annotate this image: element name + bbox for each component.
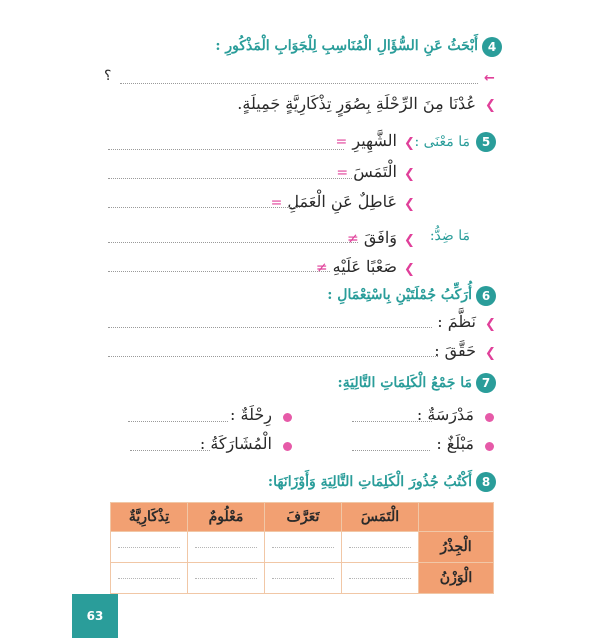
exercise-7-title: مَا جَمْعُ الْكَلِمَاتِ التَّالِيَةِ: xyxy=(337,375,472,391)
column-header: الْتَمَسَ xyxy=(342,503,419,532)
answer-line-plural-1[interactable] xyxy=(352,421,432,422)
chevron-bullet-icon: ❮ xyxy=(404,262,415,277)
answer-line-plural-4[interactable] xyxy=(130,450,210,451)
compose-word-1: نَظَّمَ : xyxy=(437,312,476,331)
row-label-root: الْجِذْرُ xyxy=(419,532,494,563)
pink-bullet-icon xyxy=(283,413,292,422)
answer-line-plural-2[interactable] xyxy=(128,421,228,422)
table-header-row xyxy=(111,503,494,532)
chevron-bullet-icon: ❮ xyxy=(485,98,496,113)
question-mark: ؟ xyxy=(104,68,112,84)
answer-cell[interactable] xyxy=(265,563,342,594)
meaning-label: مَا مَعْنَى : xyxy=(414,134,470,150)
page-number: 63 xyxy=(72,594,118,638)
column-header: مَعْلُومٌ xyxy=(188,503,265,532)
exercise-6-title: أُرَكِّبُ جُمْلَتَيْنِ بِاسْتِعْمَالِ : xyxy=(327,287,472,303)
exercise-8-number: 8 xyxy=(476,472,496,492)
chevron-bullet-icon: ❮ xyxy=(404,167,415,182)
roots-table xyxy=(110,502,494,594)
answer-line-meaning-1[interactable] xyxy=(108,149,344,150)
plural-word-4: الْمُشَارَكَةُ : xyxy=(199,434,272,453)
exercise-4-answer: عُدْنَا مِنَ الرِّحْلَةِ بِصُوَرٍ تِذْكَارِيَّةٍ جَمِيلَةٍ. xyxy=(237,94,476,113)
answer-line-compose-1[interactable] xyxy=(108,327,432,328)
plural-word-2: رِحْلَةٌ : xyxy=(230,405,272,424)
answer-line-meaning-2[interactable] xyxy=(108,178,352,179)
pink-bullet-icon xyxy=(283,442,292,451)
opposite-label: مَا ضِدُّ: xyxy=(429,228,470,244)
meaning-word-3: عَاطِلٌ عَنِ الْعَمَلِ = xyxy=(270,192,397,211)
answer-cell[interactable] xyxy=(265,532,342,563)
pink-bullet-icon xyxy=(485,413,494,422)
exercise-4-number: 4 xyxy=(482,37,502,57)
answer-cell[interactable] xyxy=(188,563,265,594)
answer-line-plural-3[interactable] xyxy=(352,450,430,451)
column-header: تَعَرَّفَ xyxy=(265,503,342,532)
chevron-bullet-icon: ❮ xyxy=(485,346,496,361)
answer-line-opposite-2[interactable] xyxy=(108,271,330,272)
exercise-8-title: أَكْتُبُ جُذُورَ الْكَلِمَاتِ التَّالِيَةِ وَأَوْزَانَهَا: xyxy=(267,474,472,490)
answer-cell[interactable] xyxy=(342,563,419,594)
answer-cell[interactable] xyxy=(342,532,419,563)
answer-line-meaning-3[interactable] xyxy=(108,207,300,208)
arrow-left-icon: ← xyxy=(484,71,495,86)
column-header: تِذْكَارِيَّةٌ xyxy=(111,503,188,532)
answer-cell[interactable] xyxy=(188,532,265,563)
opposite-word-2: صَعْبًا عَلَيْهِ ≠ xyxy=(315,257,397,276)
table-corner-cell xyxy=(419,503,494,532)
opposite-word-1: وَافَقَ ≠ xyxy=(347,228,397,247)
plural-word-1: مَدْرَسَةٌ : xyxy=(416,405,474,424)
answer-line-compose-2[interactable] xyxy=(108,356,438,357)
compose-word-2: حَقَّقَ : xyxy=(434,341,476,360)
chevron-bullet-icon: ❮ xyxy=(404,233,415,248)
table-row xyxy=(111,532,494,563)
exercise-4-title: أَبْحَثُ عَنِ السُّؤَالِ الْمُنَاسِبِ لِلْجَوَابِ الْمَذْكُورِ : xyxy=(215,38,478,54)
table-row xyxy=(111,563,494,594)
pink-bullet-icon xyxy=(485,442,494,451)
answer-cell[interactable] xyxy=(111,563,188,594)
plural-word-3: مَبْلَغٌ : xyxy=(436,434,474,453)
answer-line-opposite-1[interactable] xyxy=(108,242,358,243)
meaning-word-2: الْتَمَسَ = xyxy=(336,162,397,181)
exercise-7-number: 7 xyxy=(476,373,496,393)
chevron-bullet-icon: ❮ xyxy=(404,197,415,212)
row-label-pattern: الْوَزْنُ xyxy=(419,563,494,594)
meaning-word-1: الشَّهِيرِ = xyxy=(335,131,397,150)
answer-line-4-question[interactable] xyxy=(120,83,478,84)
exercise-6-number: 6 xyxy=(476,286,496,306)
exercise-5-number: 5 xyxy=(476,132,496,152)
answer-cell[interactable] xyxy=(111,532,188,563)
chevron-bullet-icon: ❮ xyxy=(404,136,415,151)
chevron-bullet-icon: ❮ xyxy=(485,317,496,332)
